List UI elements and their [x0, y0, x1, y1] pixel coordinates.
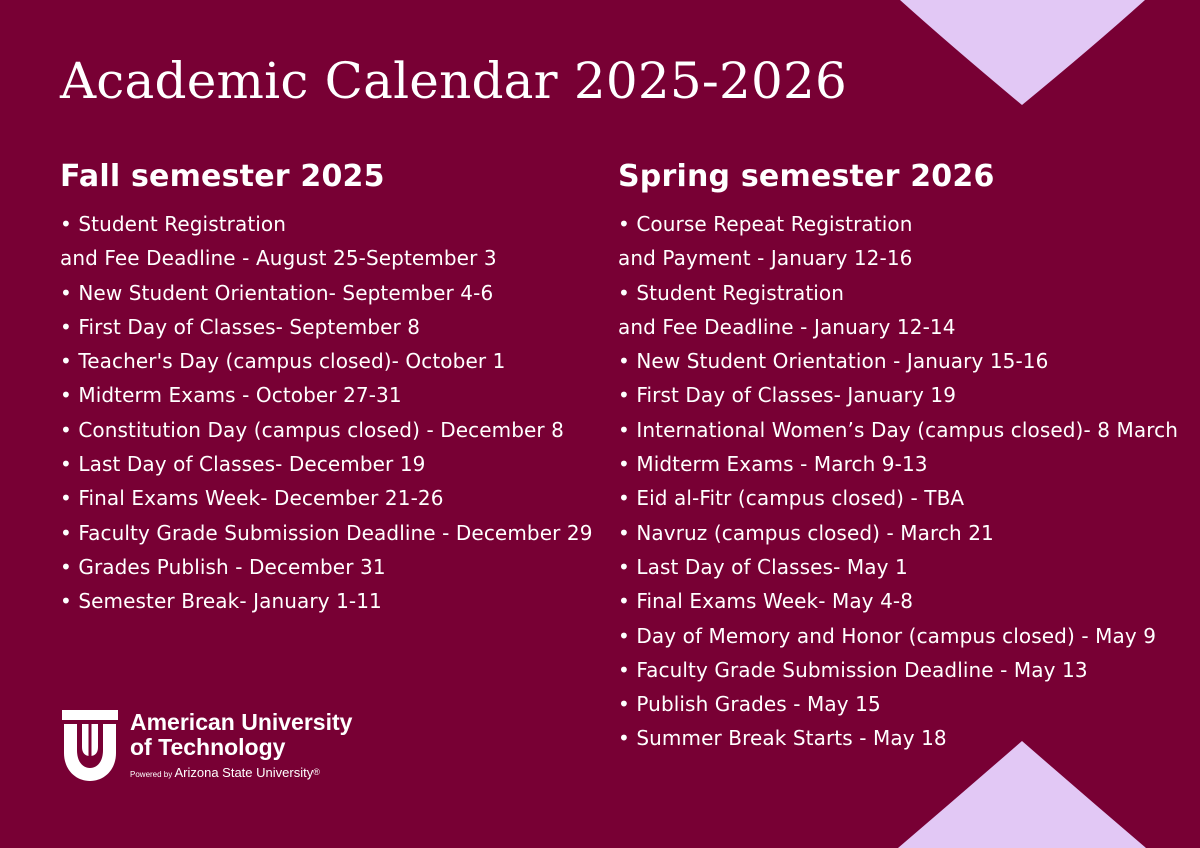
- list-item: • International Women’s Day (campus closed)- 8 March: [618, 417, 1178, 442]
- powered-by-line: [130, 765, 320, 782]
- spring-semester-heading: Spring semester 2026: [618, 159, 995, 194]
- list-item: • New Student Orientation- September 4-6: [60, 280, 494, 305]
- list-item: • First Day of Classes- September 8: [60, 314, 421, 339]
- list-item: and Payment - January 12-16: [618, 246, 913, 271]
- list-item: • Course Repeat Registration: [618, 212, 913, 236]
- spring-semester-list: [618, 207, 1178, 756]
- list-item: • Student Registration: [60, 212, 287, 236]
- university-name-line-1: American University: [130, 709, 353, 735]
- list-item: • Student Registration: [618, 280, 845, 305]
- list-item: • Last Day of Classes- December 19: [60, 452, 426, 477]
- partner-name: Arizona State University: [174, 765, 314, 780]
- list-item: • Navruz (campus closed) - March 21: [618, 520, 994, 545]
- list-item: • Faculty Grade Submission Deadline - May 13: [618, 657, 1088, 682]
- registered-mark: ®: [313, 767, 320, 777]
- powered-by-label: Powered by: [130, 770, 173, 779]
- list-item: • Final Exams Week- May 4-8: [618, 589, 914, 614]
- list-item: • Last Day of Classes- May 1: [618, 554, 908, 579]
- list-item: • Eid al-Fitr (campus closed) - TBA: [618, 486, 965, 511]
- top-right-arc-shape: [900, 0, 1145, 105]
- list-item: • Faculty Grade Submission Deadline - December 29: [60, 520, 593, 545]
- list-item: and Fee Deadline - January 12-14: [618, 314, 956, 339]
- fall-semester-column: [60, 158, 593, 614]
- list-item: • First Day of Classes- January 19: [618, 383, 957, 408]
- list-item: • Constitution Day (campus closed) - December 8: [60, 417, 565, 442]
- university-name-line-2: of Technology: [130, 734, 286, 760]
- fall-semester-heading: Fall semester 2025: [60, 159, 385, 194]
- list-item: • New Student Orientation - January 15-16: [618, 349, 1049, 374]
- spring-semester-column: [618, 158, 1178, 751]
- bottom-right-arc-shape: [898, 741, 1146, 848]
- fall-semester-list: [60, 207, 593, 619]
- list-item: • Teacher's Day (campus closed)- October 1: [60, 349, 506, 374]
- list-item: • Midterm Exams - October 27-31: [60, 383, 402, 408]
- list-item: • Semester Break- January 1-11: [60, 589, 382, 614]
- list-item: • Day of Memory and Honor (campus closed) - May 9: [618, 623, 1157, 648]
- university-name: [130, 710, 352, 760]
- list-item: • Summer Break Starts - May 18: [618, 726, 947, 751]
- university-shield-icon: [62, 710, 118, 782]
- list-item: • Publish Grades - May 15: [618, 692, 881, 717]
- page-title: Academic Calendar 2025-2026: [60, 52, 848, 110]
- list-item: • Final Exams Week- December 21-26: [60, 486, 444, 511]
- list-item: and Fee Deadline - August 25-September 3: [60, 246, 497, 271]
- list-item: • Midterm Exams - March 9-13: [618, 452, 928, 477]
- list-item: • Grades Publish - December 31: [60, 554, 386, 579]
